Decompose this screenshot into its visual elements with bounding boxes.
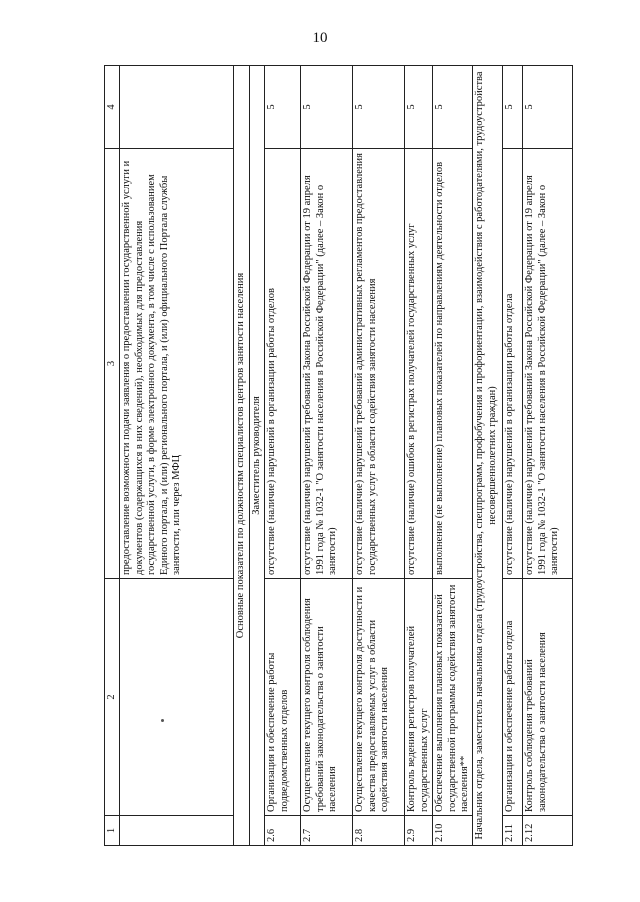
section-title: Основные показатели по должностям специалистов центров занятости населения [234, 66, 249, 846]
indicator-name: Контроль соблюдения требований законодательства о занятости населения [523, 579, 573, 816]
section-row [234, 66, 249, 846]
section-title: Начальник отдела, заместитель начальника отдела (трудоустройства, спецпрограмм, профобучения и профориентации, взаимодействия с работодателями, трудоустройства несовершеннолетних граждан) [473, 66, 503, 846]
score-value: 5 [433, 66, 473, 149]
score-value: 5 [265, 66, 301, 149]
row-number: 2.10 [433, 816, 473, 846]
score-value: 5 [523, 66, 573, 149]
page-number: 10 [312, 30, 328, 46]
table-row [523, 66, 573, 846]
table-row [503, 66, 523, 846]
row-number: 2.11 [503, 816, 523, 846]
criteria-table [104, 65, 573, 846]
indicator-name: Осуществление текущего контроля соблюдения требований законодательства о занятости населения [301, 579, 353, 816]
row-number: 2.8 [353, 816, 405, 846]
table-row [301, 66, 353, 846]
indicator-name: Организация и обеспечение работы подведомственных отделов [265, 579, 301, 816]
indicator-name: Осуществление текущего контроля доступности и качества предоставляемых услуг в области содействия занятости населения [353, 579, 405, 816]
scan-dot [161, 719, 164, 722]
score-value: 5 [405, 66, 433, 149]
rotated-table-wrapper [104, 66, 560, 846]
row-number: 2.6 [265, 816, 301, 846]
score-value [120, 66, 234, 149]
section-title: Заместитель руководителя [249, 66, 264, 846]
header-col-1: 1 [105, 816, 120, 846]
header-col-4: 4 [105, 66, 120, 149]
header-col-2: 2 [105, 579, 120, 816]
indicator-name: Контроль ведения регистров получателей государственных услуг [405, 579, 433, 816]
section-row [473, 66, 503, 846]
row-number [120, 816, 234, 846]
criteria-text: отсутствие (наличие) нарушений в организации работы отдела [503, 149, 523, 579]
header-col-3: 3 [105, 149, 120, 579]
criteria-text: отсутствие (наличие) ошибок в регистрах получателей государственных услуг [405, 149, 433, 579]
score-value: 5 [353, 66, 405, 149]
section-row [249, 66, 264, 846]
table-row [265, 66, 301, 846]
table-row [353, 66, 405, 846]
row-number: 2.9 [405, 816, 433, 846]
criteria-text: отсутствие (наличие) нарушений требований административных регламентов предоставления государственных услуг в области содействия занятости населения [353, 149, 405, 579]
indicator-name: Обеспечение выполнения плановых показателей государственной программы содействия занятости населения** [433, 579, 473, 816]
criteria-text: выполнение (не выполнение) плановых показателей по направлениям деятельности отделов [433, 149, 473, 579]
criteria-text: отсутствие (наличие) нарушений требований Закона Российской Федерации от 19 апреля 1991 года № 1032-1 "О занятости населения в Российской Федерации" (далее – Закон о занятости) [301, 149, 353, 579]
indicator-name [120, 579, 234, 816]
table-row [405, 66, 433, 846]
row-number: 2.7 [301, 816, 353, 846]
criteria-text: отсутствие (наличие) нарушений требований Закона Российской Федерации от 19 апреля 1991 года № 1032-1 "О занятости населения в Российской Федерации" (далее – Закон о занятости) [523, 149, 573, 579]
table-row [120, 66, 234, 846]
indicator-name: Организация и обеспечение работы отдела [503, 579, 523, 816]
criteria-text: предоставление возможности подачи заявления о предоставлении государственной услуги и документов (содержащихся в них сведений), необходимых для предоставления государственной услуги, в форме электронного документа, в том числе с использованием Единого портала, и (или) регионального портала, и (или) официального Портала службы занятости, или через МФЦ [120, 149, 234, 579]
criteria-text: отсутствие (наличие) нарушений в организации работы отделов [265, 149, 301, 579]
table-header-row [105, 66, 120, 846]
table-row [433, 66, 473, 846]
score-value: 5 [503, 66, 523, 149]
row-number: 2.12 [523, 816, 573, 846]
score-value: 5 [301, 66, 353, 149]
